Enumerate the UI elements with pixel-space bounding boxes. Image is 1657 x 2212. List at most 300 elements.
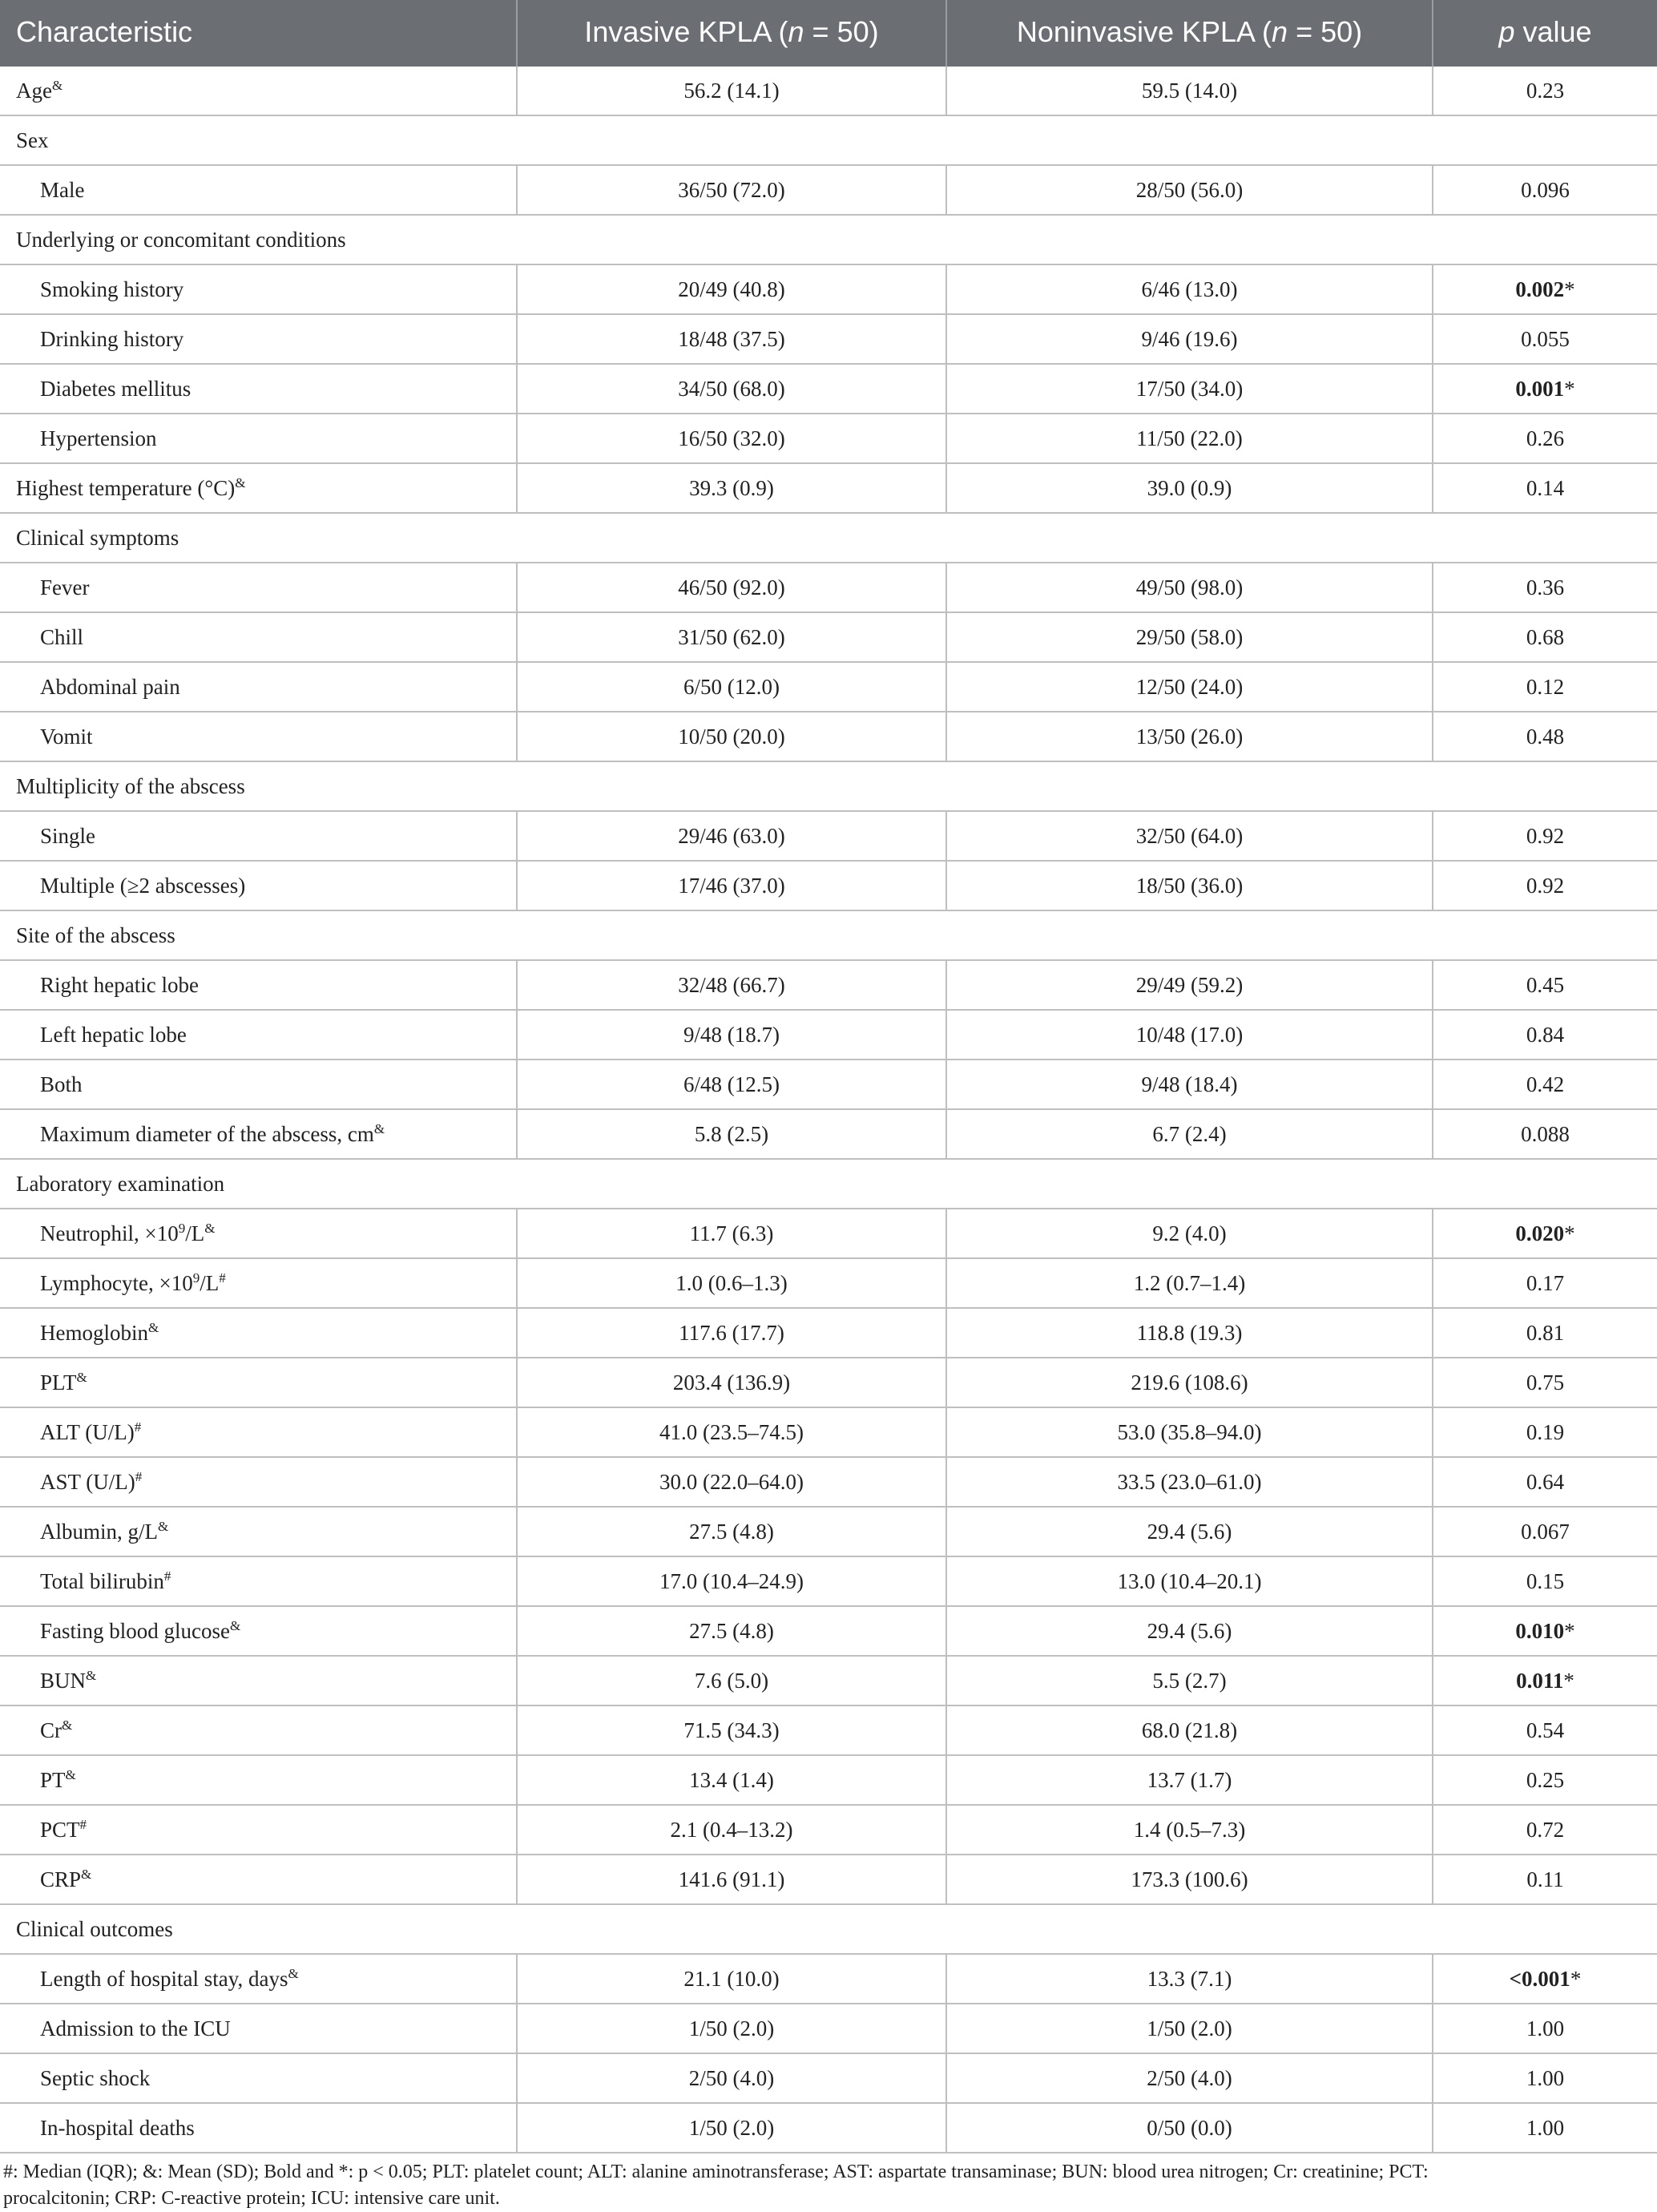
table-row bbox=[0, 712, 1657, 761]
p-value: 0.45 bbox=[1526, 972, 1565, 997]
row-label-cell bbox=[0, 1109, 517, 1159]
noninvasive-value: 5.5 (2.7) bbox=[946, 1656, 1433, 1705]
row-label-cell bbox=[0, 1556, 517, 1606]
table-row bbox=[0, 1805, 1657, 1855]
noninvasive-value: 13.7 (1.7) bbox=[946, 1755, 1433, 1805]
table-row bbox=[0, 1656, 1657, 1705]
row-label: Left hepatic lobe bbox=[40, 1022, 187, 1047]
table-section-row bbox=[0, 115, 1657, 165]
invasive-value: 2/50 (4.0) bbox=[517, 2053, 946, 2103]
noninvasive-value: 68.0 (21.8) bbox=[946, 1705, 1433, 1755]
table-section-row bbox=[0, 215, 1657, 264]
row-label: Age bbox=[16, 78, 52, 103]
row-label: Septic shock bbox=[40, 2065, 151, 2090]
invasive-value: 32/48 (66.7) bbox=[517, 960, 946, 1010]
table-row bbox=[0, 1556, 1657, 1606]
p-value-cell bbox=[1433, 1308, 1657, 1358]
table-row bbox=[0, 1308, 1657, 1358]
noninvasive-value: 29.4 (5.6) bbox=[946, 1606, 1433, 1656]
p-value-cell bbox=[1433, 662, 1657, 712]
table-body bbox=[0, 67, 1657, 2153]
significance-marker: * bbox=[1564, 276, 1575, 301]
noninvasive-value: 118.8 (19.3) bbox=[946, 1308, 1433, 1358]
p-value: 0.75 bbox=[1526, 1370, 1565, 1395]
row-label: ALT (U/L) bbox=[40, 1419, 135, 1444]
row-label: In-hospital deaths bbox=[40, 2115, 195, 2140]
table-row bbox=[0, 67, 1657, 115]
table-section-row bbox=[0, 1159, 1657, 1209]
invasive-value: 1.0 (0.6–1.3) bbox=[517, 1258, 946, 1308]
p-value: 0.42 bbox=[1526, 1072, 1565, 1096]
row-label-cell bbox=[0, 1209, 517, 1258]
p-value: 1.00 bbox=[1526, 2115, 1565, 2140]
row-label: Abdominal pain bbox=[40, 674, 180, 699]
table-row bbox=[0, 1855, 1657, 1904]
header-p-letter: p bbox=[1498, 14, 1515, 48]
table-row bbox=[0, 1358, 1657, 1407]
row-label-cell bbox=[0, 314, 517, 364]
table-row bbox=[0, 264, 1657, 314]
p-value-cell bbox=[1433, 1755, 1657, 1805]
p-value-significant: <0.001 bbox=[1509, 1966, 1570, 1991]
header-noninvasive-suffix: = 50) bbox=[1288, 14, 1363, 48]
section-label: Clinical symptoms bbox=[0, 513, 1657, 563]
noninvasive-value: 49/50 (98.0) bbox=[946, 563, 1433, 612]
row-label: Cr bbox=[40, 1718, 62, 1742]
invasive-value: 5.8 (2.5) bbox=[517, 1109, 946, 1159]
significance-marker: * bbox=[1570, 1966, 1582, 1991]
table-row bbox=[0, 165, 1657, 215]
noninvasive-value: 10/48 (17.0) bbox=[946, 1010, 1433, 1060]
noninvasive-value: 0/50 (0.0) bbox=[946, 2103, 1433, 2153]
table-row bbox=[0, 1954, 1657, 2004]
row-label: BUN bbox=[40, 1668, 87, 1693]
row-label-marker: & bbox=[235, 474, 246, 490]
table-section-row bbox=[0, 910, 1657, 960]
significance-marker: * bbox=[1563, 1668, 1574, 1693]
row-label: Both bbox=[40, 1072, 83, 1096]
noninvasive-value: 33.5 (23.0–61.0) bbox=[946, 1457, 1433, 1507]
significance-marker: * bbox=[1564, 1618, 1575, 1643]
p-value-cell bbox=[1433, 1258, 1657, 1308]
section-label: Underlying or concomitant conditions bbox=[0, 215, 1657, 264]
invasive-value: 46/50 (92.0) bbox=[517, 563, 946, 612]
p-value: 0.72 bbox=[1526, 1817, 1565, 1842]
invasive-value: 6/48 (12.5) bbox=[517, 1060, 946, 1109]
row-label: Hemoglobin bbox=[40, 1320, 148, 1345]
invasive-value: 29/46 (63.0) bbox=[517, 811, 946, 861]
p-value-cell bbox=[1433, 1060, 1657, 1109]
table-row bbox=[0, 1109, 1657, 1159]
table-row bbox=[0, 2053, 1657, 2103]
header-noninvasive bbox=[946, 0, 1433, 67]
header-characteristic: Characteristic bbox=[0, 0, 517, 67]
row-label-marker: & bbox=[230, 1617, 241, 1633]
header-p-value bbox=[1433, 0, 1657, 67]
p-value-cell bbox=[1433, 1656, 1657, 1705]
invasive-value: 16/50 (32.0) bbox=[517, 414, 946, 463]
p-value-cell bbox=[1433, 67, 1657, 115]
p-value-cell bbox=[1433, 165, 1657, 215]
row-label-marker: & bbox=[62, 1717, 73, 1733]
noninvasive-value: 29.4 (5.6) bbox=[946, 1507, 1433, 1556]
invasive-value: 34/50 (68.0) bbox=[517, 364, 946, 414]
p-value: 0.12 bbox=[1526, 674, 1565, 699]
row-label-cell bbox=[0, 364, 517, 414]
invasive-value: 2.1 (0.4–13.2) bbox=[517, 1805, 946, 1855]
row-label: Hypertension bbox=[40, 426, 157, 450]
invasive-value: 71.5 (34.3) bbox=[517, 1705, 946, 1755]
row-label-cell bbox=[0, 2053, 517, 2103]
noninvasive-value: 9/46 (19.6) bbox=[946, 314, 1433, 364]
table-section-row bbox=[0, 761, 1657, 811]
p-value: 0.067 bbox=[1521, 1519, 1570, 1544]
table-row bbox=[0, 364, 1657, 414]
row-label-cell bbox=[0, 1407, 517, 1457]
p-value: 0.14 bbox=[1526, 475, 1565, 500]
table-row bbox=[0, 1507, 1657, 1556]
p-value-cell bbox=[1433, 1855, 1657, 1904]
p-value: 0.64 bbox=[1526, 1469, 1565, 1494]
row-label-cell bbox=[0, 861, 517, 910]
table-row bbox=[0, 2004, 1657, 2053]
row-label: Neutrophil, ×10 bbox=[40, 1221, 179, 1245]
row-label-cell bbox=[0, 712, 517, 761]
row-label-cell bbox=[0, 1457, 517, 1507]
noninvasive-value: 59.5 (14.0) bbox=[946, 67, 1433, 115]
row-label: Albumin, g/L bbox=[40, 1519, 158, 1544]
p-value: 0.36 bbox=[1526, 575, 1565, 599]
noninvasive-value: 13/50 (26.0) bbox=[946, 712, 1433, 761]
invasive-value: 27.5 (4.8) bbox=[517, 1606, 946, 1656]
invasive-value: 203.4 (136.9) bbox=[517, 1358, 946, 1407]
p-value: 0.26 bbox=[1526, 426, 1565, 450]
row-label-marker: & bbox=[373, 1120, 385, 1136]
invasive-value: 41.0 (23.5–74.5) bbox=[517, 1407, 946, 1457]
p-value-cell bbox=[1433, 1507, 1657, 1556]
row-label-exponent: 9 bbox=[178, 1220, 186, 1236]
p-value-cell bbox=[1433, 2004, 1657, 2053]
row-label: Right hepatic lobe bbox=[40, 972, 199, 997]
header-p-suffix: value bbox=[1514, 14, 1592, 48]
p-value-cell bbox=[1433, 1209, 1657, 1258]
noninvasive-value: 28/50 (56.0) bbox=[946, 165, 1433, 215]
invasive-value: 31/50 (62.0) bbox=[517, 612, 946, 662]
row-label-marker: & bbox=[288, 1965, 299, 1981]
header-invasive-prefix: Invasive KPLA ( bbox=[584, 14, 788, 48]
noninvasive-value: 13.3 (7.1) bbox=[946, 1954, 1433, 2004]
row-label-marker: & bbox=[148, 1319, 159, 1335]
row-label: Multiple (≥2 abscesses) bbox=[40, 873, 246, 898]
noninvasive-value: 173.3 (100.6) bbox=[946, 1855, 1433, 1904]
noninvasive-value: 2/50 (4.0) bbox=[946, 2053, 1433, 2103]
p-value: 0.25 bbox=[1526, 1767, 1565, 1792]
p-value: 0.84 bbox=[1526, 1022, 1565, 1047]
row-label-cell bbox=[0, 1258, 517, 1308]
p-value: 0.17 bbox=[1526, 1270, 1565, 1295]
invasive-value: 7.6 (5.0) bbox=[517, 1656, 946, 1705]
header-invasive bbox=[517, 0, 946, 67]
header-invasive-n: n bbox=[788, 14, 804, 48]
row-label-cell bbox=[0, 165, 517, 215]
row-label-cell bbox=[0, 1358, 517, 1407]
p-value: 0.15 bbox=[1526, 1568, 1565, 1593]
header-noninvasive-n: n bbox=[1272, 14, 1288, 48]
p-value-significant: 0.010 bbox=[1515, 1618, 1565, 1643]
table-row bbox=[0, 1755, 1657, 1805]
invasive-value: 11.7 (6.3) bbox=[517, 1209, 946, 1258]
significance-marker: * bbox=[1564, 1221, 1575, 1245]
table-row bbox=[0, 1060, 1657, 1109]
table-section-row bbox=[0, 513, 1657, 563]
footnote-line-2: procalcitonin; CRP: C-reactive protein; ICU: intensive care unit. bbox=[3, 2188, 500, 2209]
row-label-cell bbox=[0, 1755, 517, 1805]
noninvasive-value: 53.0 (35.8–94.0) bbox=[946, 1407, 1433, 1457]
p-value: 0.19 bbox=[1526, 1419, 1565, 1444]
row-label-marker: & bbox=[204, 1220, 216, 1236]
row-label-cell bbox=[0, 1606, 517, 1656]
table-row bbox=[0, 1606, 1657, 1656]
table-row bbox=[0, 861, 1657, 910]
table-row bbox=[0, 1705, 1657, 1755]
p-value: 0.088 bbox=[1521, 1121, 1570, 1146]
row-label-marker: # bbox=[134, 1419, 142, 1435]
noninvasive-value: 6.7 (2.4) bbox=[946, 1109, 1433, 1159]
p-value-cell bbox=[1433, 1358, 1657, 1407]
row-label-marker: # bbox=[219, 1269, 226, 1286]
row-label-marker: & bbox=[76, 1369, 87, 1385]
p-value-significant: 0.020 bbox=[1515, 1221, 1565, 1245]
table-row bbox=[0, 414, 1657, 463]
table-row bbox=[0, 563, 1657, 612]
noninvasive-value: 18/50 (36.0) bbox=[946, 861, 1433, 910]
row-label: Fasting blood glucose bbox=[40, 1618, 230, 1643]
row-label-cell bbox=[0, 2103, 517, 2153]
noninvasive-value: 1.4 (0.5–7.3) bbox=[946, 1805, 1433, 1855]
noninvasive-value: 11/50 (22.0) bbox=[946, 414, 1433, 463]
p-value: 1.00 bbox=[1526, 2065, 1565, 2090]
row-label: Male bbox=[40, 177, 85, 202]
p-value-cell bbox=[1433, 364, 1657, 414]
noninvasive-value: 9.2 (4.0) bbox=[946, 1209, 1433, 1258]
row-label-unit: /L bbox=[200, 1270, 220, 1295]
p-value: 0.54 bbox=[1526, 1718, 1565, 1742]
table-row bbox=[0, 463, 1657, 513]
row-label: AST (U/L) bbox=[40, 1469, 135, 1494]
row-label: PT bbox=[40, 1767, 66, 1792]
row-label-cell bbox=[0, 1010, 517, 1060]
invasive-value: 56.2 (14.1) bbox=[517, 67, 946, 115]
row-label-marker: # bbox=[135, 1468, 143, 1484]
p-value-significant: 0.001 bbox=[1515, 376, 1565, 401]
p-value-cell bbox=[1433, 1954, 1657, 2004]
p-value-cell bbox=[1433, 612, 1657, 662]
table-row bbox=[0, 612, 1657, 662]
noninvasive-value: 17/50 (34.0) bbox=[946, 364, 1433, 414]
row-label: PCT bbox=[40, 1817, 80, 1842]
row-label: Maximum diameter of the abscess, cm bbox=[40, 1121, 374, 1146]
p-value-cell bbox=[1433, 712, 1657, 761]
row-label-exponent: 9 bbox=[192, 1269, 200, 1286]
table-row bbox=[0, 314, 1657, 364]
p-value-cell bbox=[1433, 563, 1657, 612]
noninvasive-value: 9/48 (18.4) bbox=[946, 1060, 1433, 1109]
p-value-cell bbox=[1433, 1010, 1657, 1060]
row-label: Length of hospital stay, days bbox=[40, 1966, 288, 1991]
noninvasive-value: 6/46 (13.0) bbox=[946, 264, 1433, 314]
table-row bbox=[0, 1209, 1657, 1258]
noninvasive-value: 12/50 (24.0) bbox=[946, 662, 1433, 712]
row-label: Highest temperature (°C) bbox=[16, 475, 236, 500]
row-label-cell bbox=[0, 1805, 517, 1855]
row-label: Total bilirubin bbox=[40, 1568, 164, 1593]
row-label-marker: & bbox=[81, 1866, 92, 1882]
row-label: Drinking history bbox=[40, 326, 184, 351]
invasive-value: 20/49 (40.8) bbox=[517, 264, 946, 314]
table-row bbox=[0, 960, 1657, 1010]
significance-marker: * bbox=[1564, 376, 1575, 401]
p-value-cell bbox=[1433, 811, 1657, 861]
noninvasive-value: 29/49 (59.2) bbox=[946, 960, 1433, 1010]
row-label-cell bbox=[0, 612, 517, 662]
p-value-cell bbox=[1433, 1606, 1657, 1656]
table-header bbox=[0, 0, 1657, 67]
p-value-cell bbox=[1433, 1407, 1657, 1457]
p-value: 0.23 bbox=[1526, 78, 1565, 103]
row-label-cell bbox=[0, 960, 517, 1010]
invasive-value: 27.5 (4.8) bbox=[517, 1507, 946, 1556]
invasive-value: 17/46 (37.0) bbox=[517, 861, 946, 910]
invasive-value: 17.0 (10.4–24.9) bbox=[517, 1556, 946, 1606]
row-label-cell bbox=[0, 1507, 517, 1556]
table-row bbox=[0, 662, 1657, 712]
row-label: Chill bbox=[40, 624, 84, 649]
row-label-marker: & bbox=[158, 1518, 169, 1534]
row-label-cell bbox=[0, 2004, 517, 2053]
row-label-cell bbox=[0, 1060, 517, 1109]
p-value-cell bbox=[1433, 1457, 1657, 1507]
table-row bbox=[0, 1010, 1657, 1060]
p-value-cell bbox=[1433, 2103, 1657, 2153]
noninvasive-value: 32/50 (64.0) bbox=[946, 811, 1433, 861]
section-label: Site of the abscess bbox=[0, 910, 1657, 960]
invasive-value: 10/50 (20.0) bbox=[517, 712, 946, 761]
row-label-cell bbox=[0, 463, 517, 513]
row-label: Lymphocyte, ×10 bbox=[40, 1270, 193, 1295]
noninvasive-value: 1/50 (2.0) bbox=[946, 2004, 1433, 2053]
row-label-marker: & bbox=[65, 1766, 76, 1782]
row-label-unit: /L bbox=[185, 1221, 205, 1245]
noninvasive-value: 1.2 (0.7–1.4) bbox=[946, 1258, 1433, 1308]
row-label-cell bbox=[0, 67, 517, 115]
invasive-value: 18/48 (37.5) bbox=[517, 314, 946, 364]
row-label-marker: & bbox=[51, 77, 63, 93]
table-row bbox=[0, 811, 1657, 861]
p-value-significant: 0.011 bbox=[1516, 1668, 1564, 1693]
row-label: Fever bbox=[40, 575, 90, 599]
p-value-cell bbox=[1433, 1705, 1657, 1755]
row-label-cell bbox=[0, 1855, 517, 1904]
section-label: Sex bbox=[0, 115, 1657, 165]
row-label-cell bbox=[0, 1308, 517, 1358]
invasive-value: 30.0 (22.0–64.0) bbox=[517, 1457, 946, 1507]
row-label-cell bbox=[0, 414, 517, 463]
p-value-cell bbox=[1433, 414, 1657, 463]
row-label: Admission to the ICU bbox=[40, 2016, 231, 2040]
table-row bbox=[0, 1258, 1657, 1308]
invasive-value: 1/50 (2.0) bbox=[517, 2004, 946, 2053]
row-label-marker: # bbox=[79, 1816, 87, 1832]
row-label: PLT bbox=[40, 1370, 77, 1395]
p-value-cell bbox=[1433, 463, 1657, 513]
noninvasive-value: 13.0 (10.4–20.1) bbox=[946, 1556, 1433, 1606]
invasive-value: 13.4 (1.4) bbox=[517, 1755, 946, 1805]
noninvasive-value: 39.0 (0.9) bbox=[946, 463, 1433, 513]
row-label-cell bbox=[0, 1656, 517, 1705]
p-value: 0.68 bbox=[1526, 624, 1565, 649]
row-label-cell bbox=[0, 811, 517, 861]
section-label: Multiplicity of the abscess bbox=[0, 761, 1657, 811]
section-label: Laboratory examination bbox=[0, 1159, 1657, 1209]
p-value: 1.00 bbox=[1526, 2016, 1565, 2040]
row-label-cell bbox=[0, 563, 517, 612]
table-row bbox=[0, 2103, 1657, 2153]
p-value: 0.92 bbox=[1526, 823, 1565, 848]
table-section-row bbox=[0, 1904, 1657, 1954]
p-value: 0.48 bbox=[1526, 724, 1565, 749]
row-label: Smoking history bbox=[40, 276, 184, 301]
p-value-cell bbox=[1433, 264, 1657, 314]
p-value-cell bbox=[1433, 861, 1657, 910]
section-label: Clinical outcomes bbox=[0, 1904, 1657, 1954]
p-value-cell bbox=[1433, 314, 1657, 364]
p-value: 0.92 bbox=[1526, 873, 1565, 898]
row-label-cell bbox=[0, 1954, 517, 2004]
row-label: Diabetes mellitus bbox=[40, 376, 192, 401]
p-value: 0.81 bbox=[1526, 1320, 1565, 1345]
header-row bbox=[0, 0, 1657, 67]
row-label: CRP bbox=[40, 1867, 82, 1891]
p-value: 0.11 bbox=[1526, 1867, 1564, 1891]
p-value-cell bbox=[1433, 1805, 1657, 1855]
invasive-value: 141.6 (91.1) bbox=[517, 1855, 946, 1904]
row-label: Single bbox=[40, 823, 96, 848]
p-value-significant: 0.002 bbox=[1515, 276, 1565, 301]
p-value-cell bbox=[1433, 960, 1657, 1010]
noninvasive-value: 219.6 (108.6) bbox=[946, 1358, 1433, 1407]
p-value: 0.096 bbox=[1521, 177, 1570, 202]
noninvasive-value: 29/50 (58.0) bbox=[946, 612, 1433, 662]
p-value-cell bbox=[1433, 1556, 1657, 1606]
row-label: Vomit bbox=[40, 724, 93, 749]
invasive-value: 36/50 (72.0) bbox=[517, 165, 946, 215]
invasive-value: 1/50 (2.0) bbox=[517, 2103, 946, 2153]
p-value: 0.055 bbox=[1521, 326, 1570, 351]
header-noninvasive-prefix: Noninvasive KPLA ( bbox=[1016, 14, 1272, 48]
p-value-cell bbox=[1433, 2053, 1657, 2103]
row-label-cell bbox=[0, 662, 517, 712]
row-label-marker: & bbox=[86, 1667, 97, 1683]
header-invasive-suffix: = 50) bbox=[804, 14, 879, 48]
row-label-cell bbox=[0, 264, 517, 314]
invasive-value: 9/48 (18.7) bbox=[517, 1010, 946, 1060]
footnote-line-1: #: Median (IQR); &: Mean (SD); Bold and *: p < 0.05; PLT: platelet count; ALT: alanine aminotransferase; AST: aspartate transaminase; BUN: blood urea nitrogen; Cr: creatinine; PCT: bbox=[3, 2162, 1429, 2182]
invasive-value: 39.3 (0.9) bbox=[517, 463, 946, 513]
invasive-value: 6/50 (12.0) bbox=[517, 662, 946, 712]
table-row bbox=[0, 1457, 1657, 1507]
invasive-value: 117.6 (17.7) bbox=[517, 1308, 946, 1358]
row-label-marker: # bbox=[163, 1568, 171, 1584]
